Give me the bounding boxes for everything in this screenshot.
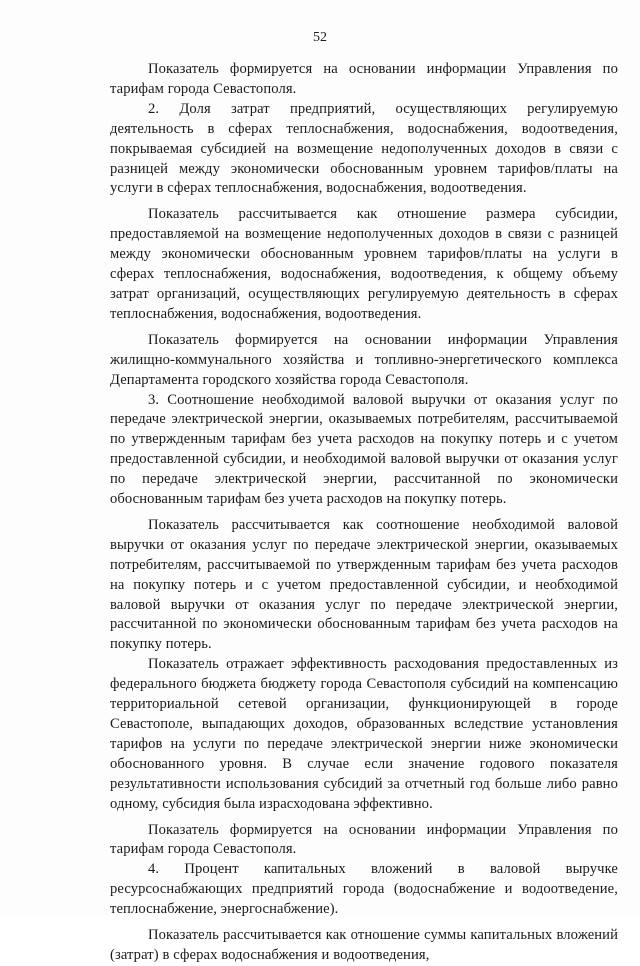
document-body [110,60,618,966]
paragraph: Показатель рассчитывается как отношение суммы капитальных вложений (затрат) в сферах водоснабжения и водоотведения, [110,927,618,963]
paragraph: Показатель рассчитывается как соотношение необходимой валовой выручки от оказания услуг по передаче электрической энергии, оказываемых потребителям, рассчитываемой по утвержденным тарифам без учета расходов на покупку потерь и с учетом предоставленной субсидии, и необходимой валовой выручки от оказания услуг по передаче электрической энергии, рассчитанной по экономически обоснованным тарифам без учета расходов на покупку потерь. [110,516,618,653]
paragraph: Показатель отражает эффективность расходования предоставленных из федерального бюджета бюджету города Севастополя субсидий на компенсацию территориальной сетевой организации, функционирующей в городе Севастополе, выпадающих доходов, образованных вследствие установления тарифов на услуги по передаче электрической энергии ниже экономически обоснованного уровня. В случае если значение годового показателя результативности использования субсидий за отчетный год больше либо равно одному, субсидия была израсходована эффективно. [110,656,618,812]
paragraph: Показатель рассчитывается как отношение размера субсидии, предоставляемой на возмещение недополученных доходов в связи с разницей между экономически обоснованным уровнем тарифов/платы на услуги в сферах теплоснабжения, водоснабжения, водоотведения, к общему объему затрат организаций, осуществляющих регулируемую деятельность в сферах теплоснабжения, водоснабжения, водоотведения. [110,206,618,322]
page-number: 52 [313,30,327,45]
paragraph: 3. Соотношение необходимой валовой выручки от оказания услуг по передаче электрической энергии, оказываемых потребителям, рассчитываемой по утвержденным тарифам без учета расходов на покупку потерь и с учетом предоставленной субсидии, и необходимой валовой выручки от оказания услуг по передаче электрической энергии, рассчитанной по экономически обоснованным тарифам без учета расходов на покупку потерь. [110,391,618,508]
paragraph: Показатель формируется на основании информации Управления жилищно-коммунального хозяйства и топливно-энергетического комплекса Департамента городского хозяйства города Севастополя. [110,331,618,388]
paragraph: 2. Доля затрат предприятий, осуществляющих регулируемую деятельность в сферах теплоснабжения, водоснабжения, водоотведения, покрываемая субсидией на возмещение недополученных доходов в связи с разницей между экономически обоснованным уровнем тарифов/платы на услуги в сферах теплоснабжения, водоснабжения, водоотведения. [110,100,618,197]
paragraph: 4. Процент капитальных вложений в валовой выручке ресурсоснабжающих предприятий города (водоснабжение и водоотведение, теплоснабжение, энергоснабжение). [110,861,618,918]
paragraph: Показатель формируется на основании информации Управления по тарифам города Севастополя. [110,61,618,97]
paragraph: Показатель формируется на основании информации Управления по тарифам города Севастополя. [110,821,618,858]
